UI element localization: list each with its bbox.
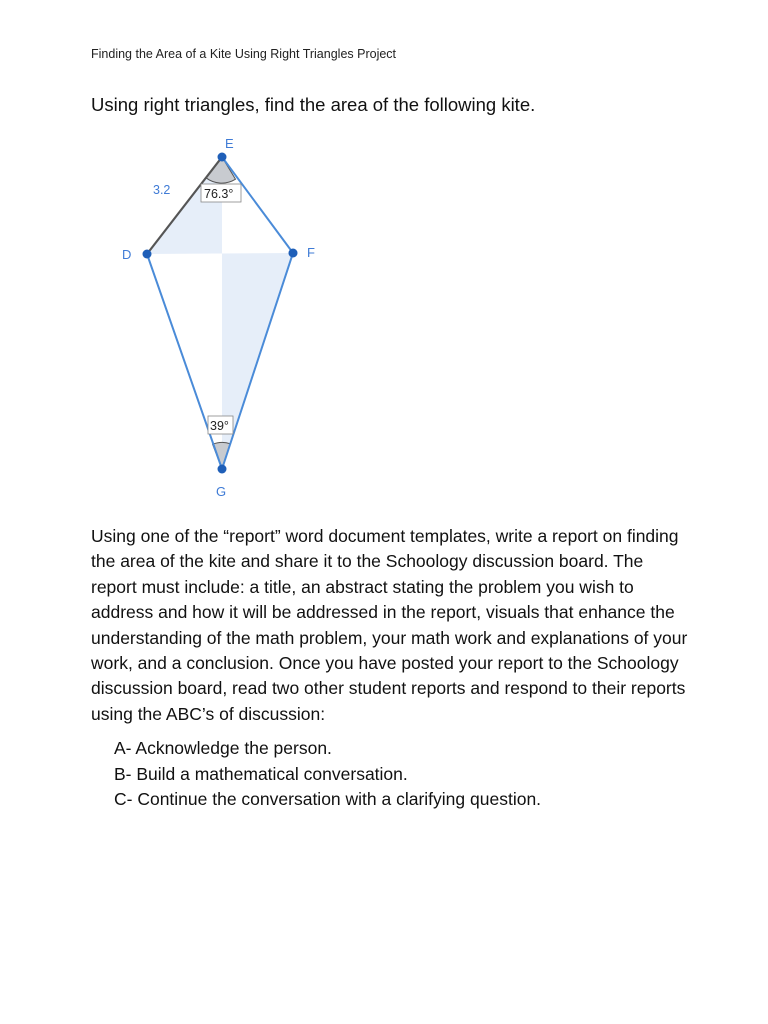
- kite-figure: [91, 128, 371, 508]
- kite-edge-ef: [222, 157, 293, 253]
- kite-diagram: [91, 128, 371, 508]
- abc-item-c: C- Continue the conversation with a clarifying question.: [114, 789, 542, 810]
- point-label-f: F: [307, 245, 315, 260]
- point-label-d: D: [122, 247, 132, 262]
- angle-top-label: 76.3°: [204, 187, 234, 201]
- side-length-label: 3.2: [153, 183, 171, 197]
- document-header: Finding the Area of a Kite Using Right Triangles Project: [91, 47, 397, 61]
- point-label-e: E: [225, 136, 234, 151]
- instructions-paragraph: Using one of the “report” word document templates, write a report on finding the area of the kite and share it to the Schoology discussion board. The report must include: a title, an abstract stating the problem you wish to address and how it will be addressed in the report, visuals that enhance the understanding of the math problem, your math work and explanations of your work, and a conclusion. Once you have posted your report to the Schoology discussion board, read two other student reports and respond to their reports using the ABC’s of discussion:: [91, 526, 688, 724]
- vertex-g: [218, 465, 227, 474]
- vertex-e: [218, 153, 227, 162]
- vertex-f: [289, 249, 298, 258]
- vertex-d: [143, 250, 152, 259]
- abc-list: [114, 736, 541, 813]
- angle-bottom-label: 39°: [210, 419, 229, 433]
- question-text: Using right triangles, find the area of the following kite.: [91, 94, 536, 115]
- point-label-g: G: [216, 484, 227, 499]
- abc-item-a: A- Acknowledge the person.: [114, 738, 332, 758]
- abc-item-b: B- Build a mathematical conversation.: [114, 763, 408, 784]
- kite-edge-gd: [147, 254, 222, 469]
